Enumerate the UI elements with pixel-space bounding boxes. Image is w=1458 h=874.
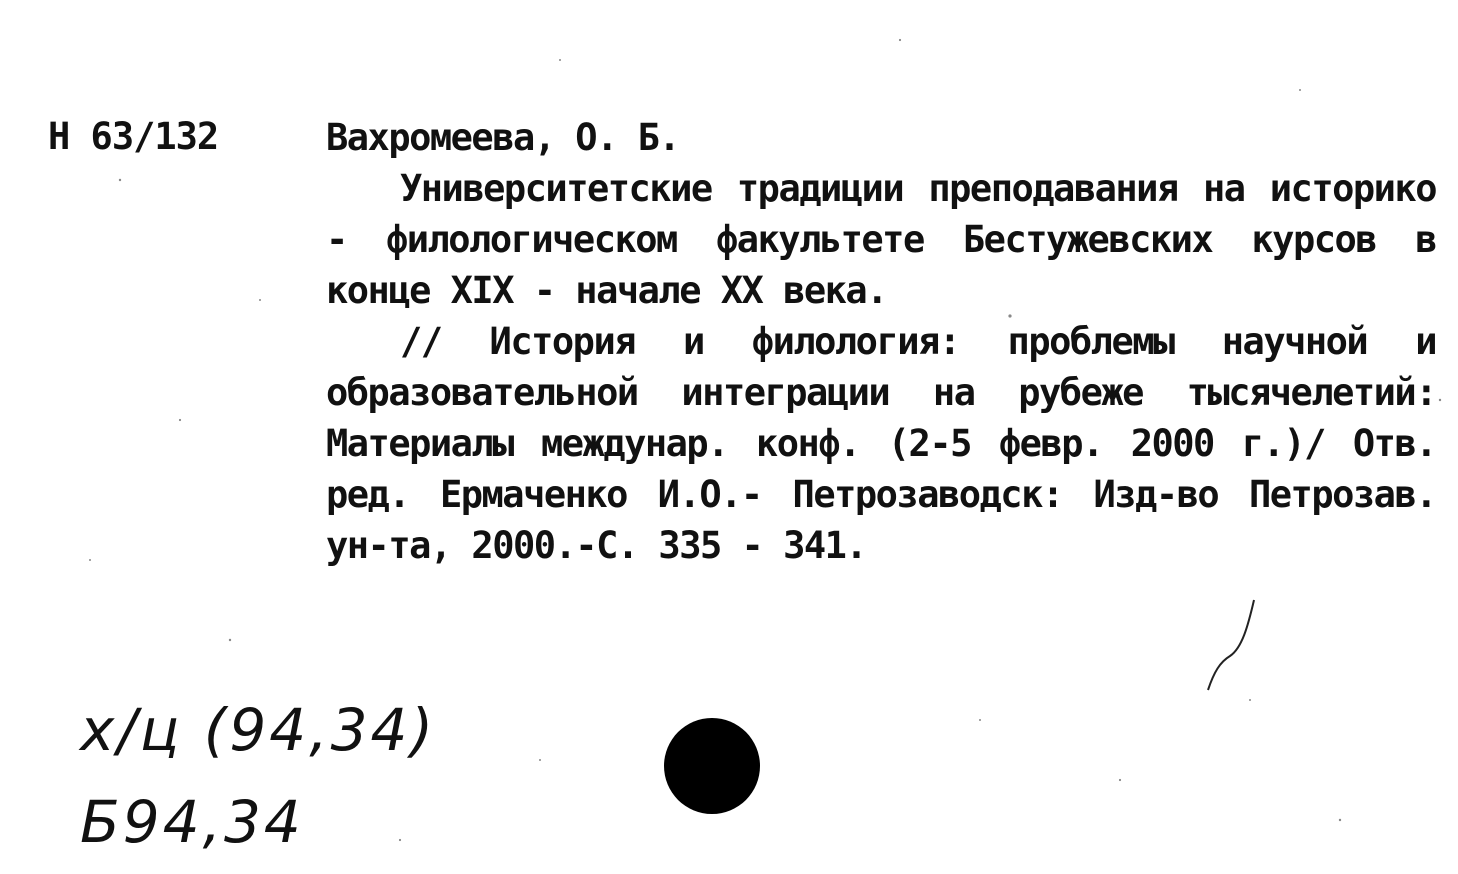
pen-stroke-icon (1196, 596, 1266, 696)
punch-hole-icon (664, 718, 760, 814)
work-title: Университетские традиции преподавания на историко - филологическом факультете Бестужевских курсов в конце XIX - начале XX века. (326, 167, 1436, 312)
author: Вахромеева, О. Б. (326, 116, 680, 159)
bibliographic-entry (326, 112, 1436, 571)
source-citation: // История и филология: проблемы научной и образовательной интеграции на рубеже тысячелетий: Материалы междунар. конф. (2-5 февр. 2000 г.)/ Отв. ред. Ермаченко И.О.- Петрозаводск: Изд-во Петрозав. ун-та, 2000.-С. 335 - 341. (326, 320, 1436, 567)
handwritten-classification: х/ц (94,34) (80, 696, 437, 764)
handwritten-code: Б94,34 (80, 788, 304, 856)
shelf-mark: Н 63/132 (48, 115, 219, 158)
